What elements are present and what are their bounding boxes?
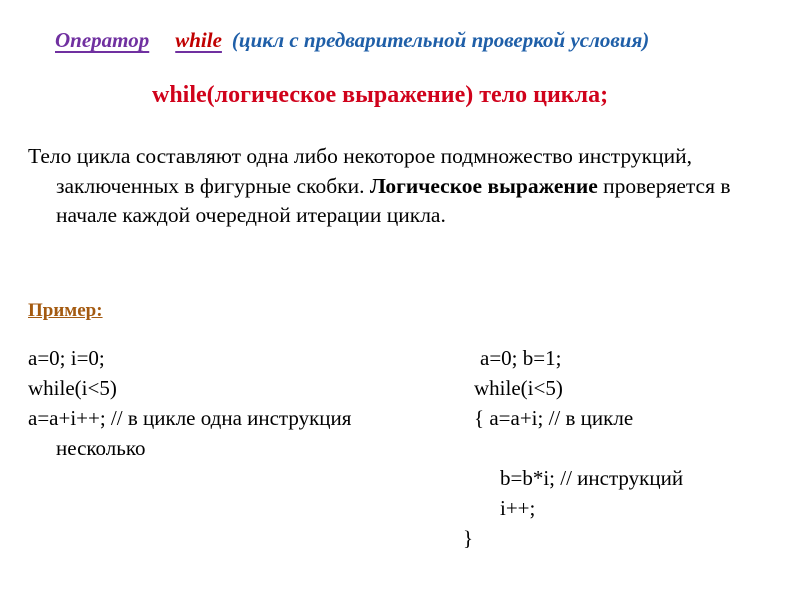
heading-description: (цикл с предварительной проверкой условия) xyxy=(231,28,650,52)
right-code-line: i++; xyxy=(500,496,536,520)
right-code-line: } xyxy=(463,526,474,550)
right-code-line: a=0; b=1; xyxy=(480,346,562,370)
left-code-line: while(i<5) xyxy=(28,376,117,400)
paragraph-bold-term: Логическое выражение xyxy=(369,173,598,198)
heading-operator-word: Оператор xyxy=(55,28,150,52)
left-code-line: a=a+i++; // в цикле одна инструкция xyxy=(28,406,352,430)
right-code-line: { a=a+i; // в цикле xyxy=(474,406,634,430)
paragraph-text-1: Тело цикла составляют одна либо некоторое подмножество инструкций, заключенных в фигурные скобки. xyxy=(28,144,693,198)
right-code-line: while(i<5) xyxy=(474,376,563,400)
right-code-block xyxy=(0,343,800,563)
right-code-line: b=b*i; // инструкций xyxy=(500,466,684,490)
left-code-line: несколько xyxy=(56,436,146,460)
example-label: Пример: xyxy=(28,300,103,321)
heading-keyword: while xyxy=(175,28,222,52)
syntax-line: while(логическое выражение) тело цикла; xyxy=(152,82,609,108)
left-code-line: a=0; i=0; xyxy=(28,346,105,370)
paragraph-text-2: проверяется в начале каждой очередной итерации цикла. xyxy=(56,173,731,227)
description-paragraph xyxy=(28,142,776,231)
slide-heading xyxy=(55,26,649,54)
